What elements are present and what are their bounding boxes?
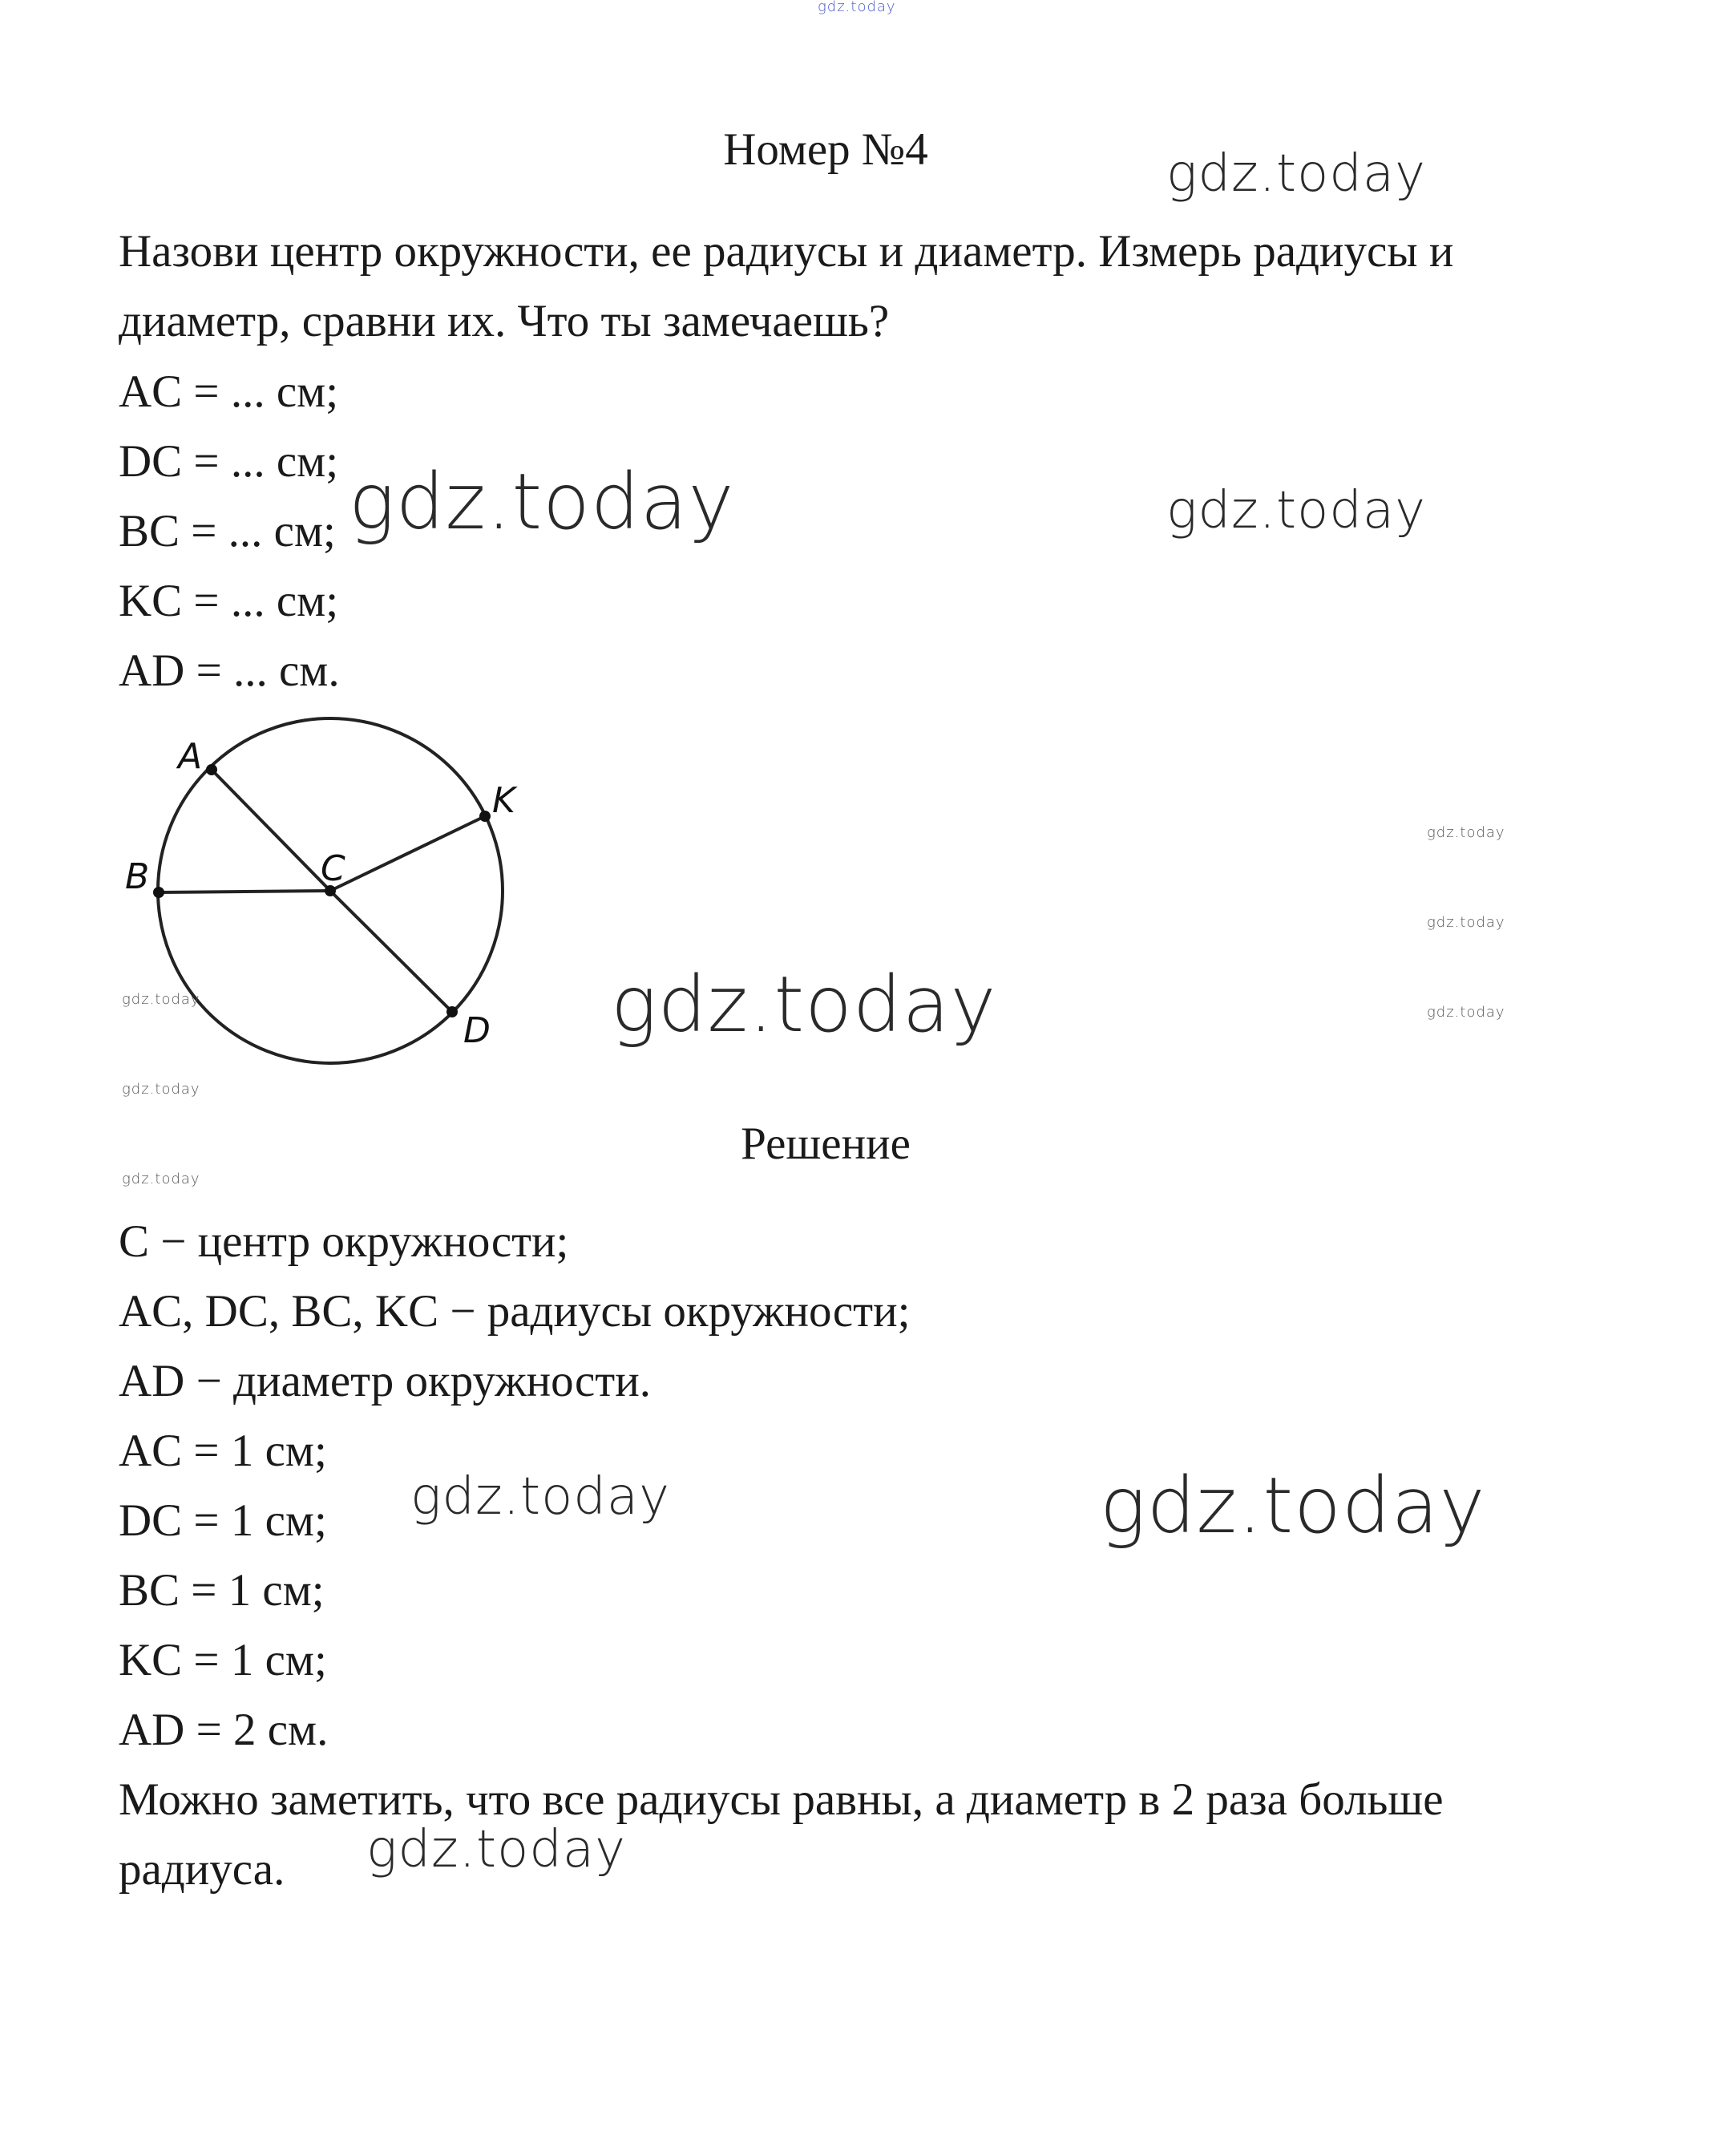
watermark: gdz.today: [611, 960, 997, 1050]
watermark-small: gdz.today: [122, 1081, 200, 1098]
blank-dc: DC = ... см;: [119, 436, 339, 487]
blank-kc: KC = ... см;: [119, 576, 339, 626]
conclusion-line-1: Можно заметить, что все радиусы равны, а диаметр в 2 раза больше: [119, 1774, 1444, 1825]
blank-bc: BC = ... см;: [119, 506, 336, 556]
watermark-small: gdz.today: [122, 1171, 200, 1187]
watermark-small: gdz.today: [1427, 1004, 1505, 1021]
point-a: [206, 764, 217, 775]
conclusion-line-2: радиуса.: [119, 1844, 285, 1895]
value-ac: AC = 1 см;: [119, 1426, 327, 1476]
watermark: gdz.today: [410, 1467, 670, 1527]
segment-bc: [159, 891, 330, 892]
solution-heading: Решение: [741, 1118, 911, 1169]
watermark: gdz.today: [1100, 1461, 1486, 1551]
watermark: gdz.today: [1166, 144, 1426, 204]
label-d: D: [463, 1010, 491, 1051]
watermark: gdz.today: [366, 1820, 626, 1879]
label-a: A: [178, 736, 203, 777]
label-b: B: [125, 856, 150, 897]
blank-ad: AD = ... см.: [119, 645, 340, 696]
segment-ac: [212, 770, 330, 891]
watermark-small: gdz.today: [122, 991, 200, 1008]
site-watermark-top: gdz.today: [818, 0, 896, 15]
value-bc: BC = 1 см;: [119, 1565, 325, 1616]
solution-radii: AC, DC, BC, KC − радиусы окружности;: [119, 1286, 911, 1337]
circle-figure: [120, 712, 537, 1073]
point-d: [446, 1006, 458, 1017]
watermark-small: gdz.today: [1427, 824, 1505, 841]
segment-kc: [330, 816, 485, 891]
blank-ac: AC = ... см;: [119, 366, 339, 417]
value-dc: DC = 1 см;: [119, 1495, 327, 1546]
value-ad: AD = 2 см.: [119, 1705, 329, 1755]
page-title: Номер №4: [723, 124, 928, 175]
watermark-small: gdz.today: [1427, 914, 1505, 931]
segment-cd: [330, 891, 452, 1012]
watermark: gdz.today: [349, 457, 735, 547]
value-kc: KC = 1 см;: [119, 1635, 327, 1685]
point-b: [153, 887, 164, 898]
label-c: C: [321, 848, 345, 889]
solution-diameter: AD − диаметр окружности.: [119, 1356, 651, 1406]
task-text-line-1: Назови центр окружности, ее радиусы и диаметр. Измерь радиусы и: [119, 226, 1454, 277]
watermark: gdz.today: [1166, 481, 1426, 540]
label-k: K: [492, 780, 515, 821]
solution-center: C − центр окружности;: [119, 1216, 569, 1267]
point-k: [479, 811, 491, 822]
task-text-line-2: диаметр, сравни их. Что ты замечаешь?: [119, 296, 890, 346]
